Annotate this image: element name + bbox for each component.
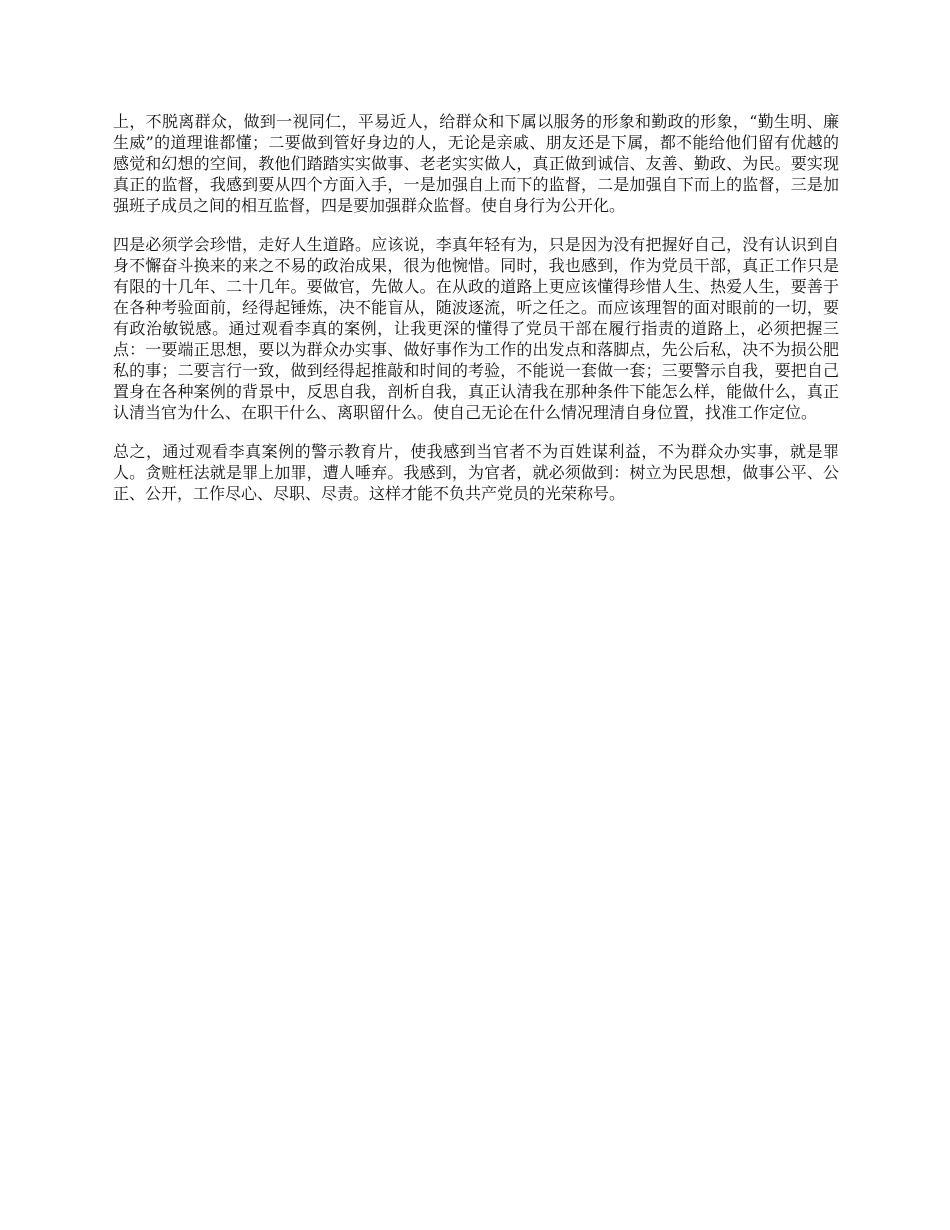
document-page — [113, 111, 839, 522]
paragraph-conclusion: 总之，通过观看李真案例的警示教育片，使我感到当官者不为百姓谋利益，不为群众办实事，就是罪人。贪赃枉法就是罪上加罪，遭人唾弃。我感到，为官者，就必须做到：树立为民思想，做事公平、公正、公开，工作尽心、尽职、尽责。这样才能不负共产党员的光荣称号。 — [113, 442, 839, 503]
paragraph-cherish-life: 四是必须学会珍惜，走好人生道路。应该说，李真年轻有为，只是因为没有把握好自己，没有认识到自身不懈奋斗换来的来之不易的政治成果，很为他惋惜。同时，我也感到，作为党员干部，真正工作只是有限的十几年、二十几年。要做官，先做人。在从政的道路上更应该懂得珍惜人生、热爱人生，要善于在各种考验面前，经得起锤炼，决不能盲从，随波逐流，听之任之。而应该理智的面对眼前的一切，要有政治敏锐感。通过观看李真的案例，让我更深的懂得了党员干部在履行指责的道路上，必须把握三点：一要端正思想，要以为群众办实事、做好事作为工作的出发点和落脚点，先公后私，决不为损公肥私的事；二要言行一致，做到经得起推敲和时间的考验，不能说一套做一套；三要警示自我，要把自己置身在各种案例的背景中，反思自我，剖析自我，真正认清我在那种条件下能怎么样，能做什么，真正认清当官为什么、在职干什么、离职留什么。使自己无论在什么情况理清自身位置，找准工作定位。 — [113, 235, 839, 422]
paragraph-supervision: 上，不脱离群众，做到一视同仁，平易近人，给群众和下属以服务的形象和勤政的形象，“勤生明、廉生威”的道理谁都懂；二要做到管好身边的人，无论是亲戚、朋友还是下属，都不能给他们留有优越的感觉和幻想的空间，教他们踏踏实实做事、老老实实做人，真正做到诚信、友善、勤政、为民。要实现真正的监督，我感到要从四个方面入手，一是加强自上而下的监督，二是加强自下而上的监督，三是加强班子成员之间的相互监督，四是要加强群众监督。使自身行为公开化。 — [113, 112, 839, 215]
